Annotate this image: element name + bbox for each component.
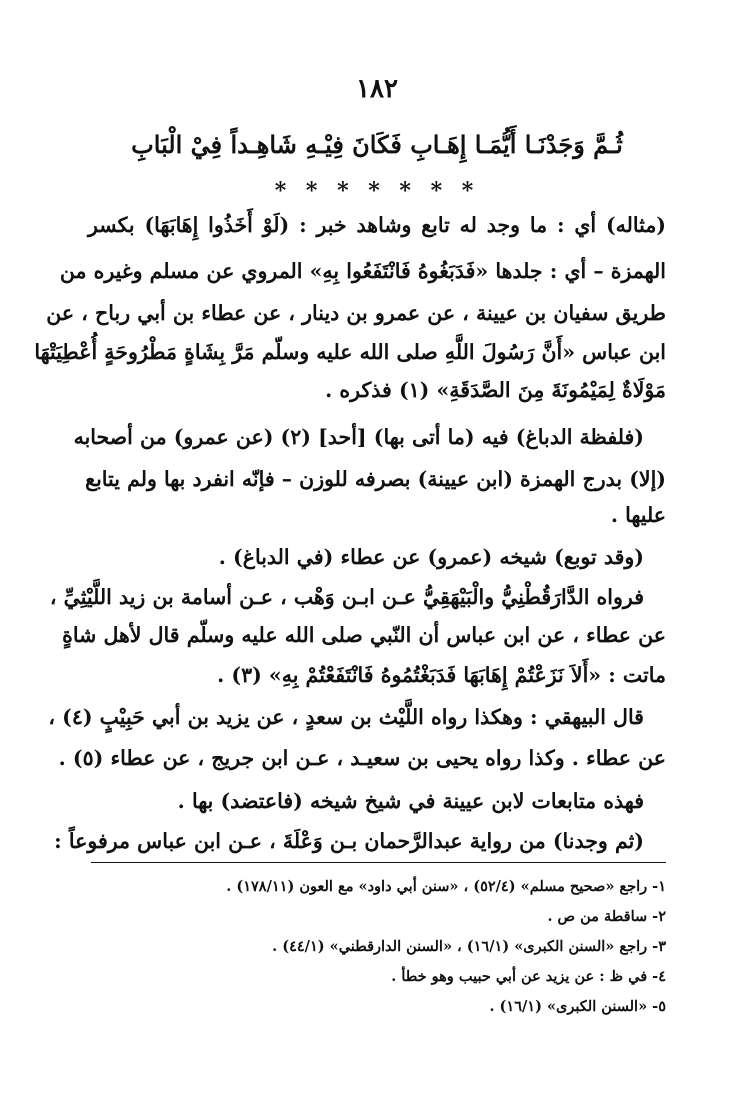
body-line: (إلا) بدرج الهمزة (ابن عيينة) بصرفه للوزن – فإنّه انفرد بها ولم يتابع [85, 467, 666, 491]
body-line: طريق سفيان بن عيينة ، عن عمرو بن دينار ، عن عطاء بن أبي رباح ، عن [46, 301, 666, 325]
body-line: قال البيهقي : وهكذا رواه اللَّيْث بن سعدٍ ، عن يزيد بن أبي حَبِيْبٍ (٤) ، [48, 705, 644, 729]
body-line: فهذه متابعات لابن عيينة في شيخ شيخه (فاعتضد) بها . [177, 789, 644, 813]
footnote: ١- راجع «صحيح مسلم» (٥٢/٤) ، «سنن أبي داود» مع العون (١٧٨/١١) . [226, 878, 666, 895]
footnote-divider [91, 862, 666, 863]
body-line: عن عطاء . وكذا رواه يحيى بن سعيـد ، عـن ابن جريج ، عن عطاء (٥) . [58, 746, 666, 770]
poem-verse: ثُـمَّ وَجَدْنَـا أَيُّمَـا إِهَـابِ فَكَانَ فِيْـهِ شَاهِـداً فِيْ الْبَابِ [131, 130, 623, 159]
body-line: ابن عباس «أَنَّ رَسُولَ اللَّهِ صلى الله عليه وسلّم مَرَّ بِشَاةٍ مَطْرُوحَةٍ أُعْطِيَتْهَا [34, 340, 666, 364]
footnote: ٥- «السنن الكبرى» (١٦/١) . [489, 998, 666, 1015]
footnote: ٤- في ظ : عن يزيد عن أبي حبيب وهو خطأ . [391, 968, 666, 985]
body-line: (مثاله) أي : ما وجد له تابع وشاهد خبر : (لَوْ أَخَذُوا إِهَابَهَا) بكسر [88, 213, 666, 237]
section-separator: * * * * * * * [274, 178, 480, 204]
body-line: فرواه الدَّارَقُطْنِيُّ والْبَيْهَقِيُّ عـن ابـن وَهْب ، عـن أسامة بن زيد اللَّيْثِيِّ ، [49, 585, 644, 609]
footnote: ٣- راجع «السنن الكبرى» (١٦/١) ، «السنن الدارقطني» (٤٤/١) . [272, 938, 666, 955]
footnote: ٢- ساقطة من ص . [547, 908, 666, 925]
body-line: مَوْلَاةٌ لِمَيْمُونَةَ مِنَ الصَّدَقَةِ» (١) فذكره . [325, 378, 666, 402]
page-number: ١٨٢ [356, 74, 398, 104]
body-line: (فلفظة الدباغ) فيه (ما أتى بها) [أحد] (٢) (عن عمرو) من أصحابه [73, 425, 644, 449]
body-line: ماتت : «أَلاَ نَزَعْتُمْ إِهَابَهَا فَدَبَغْتُمُوهُ فَانْتَفَعْتُمْ بِهِ» (٣) . [217, 663, 666, 687]
body-line: (وقد توبع) شيخه (عمرو) عن عطاء (في الدباغ) . [218, 545, 644, 569]
body-line: الهمزة – أي : جلدها «فَدَبَغُوهُ فَانْتَفَعُوا بِهِ» المروي عن مسلم وغيره من [59, 259, 666, 283]
body-line: (ثم وجدنا) من رواية عبدالرَّحمان بـن وَعْلَةَ ، عـن ابن عباس مرفوعاً : [54, 829, 644, 853]
body-line: عن عطاء ، عن ابن عباس أن النّبي صلى الله عليه وسلّم قال لأهل شاةٍ [62, 623, 666, 647]
body-line: عليها . [610, 503, 666, 527]
